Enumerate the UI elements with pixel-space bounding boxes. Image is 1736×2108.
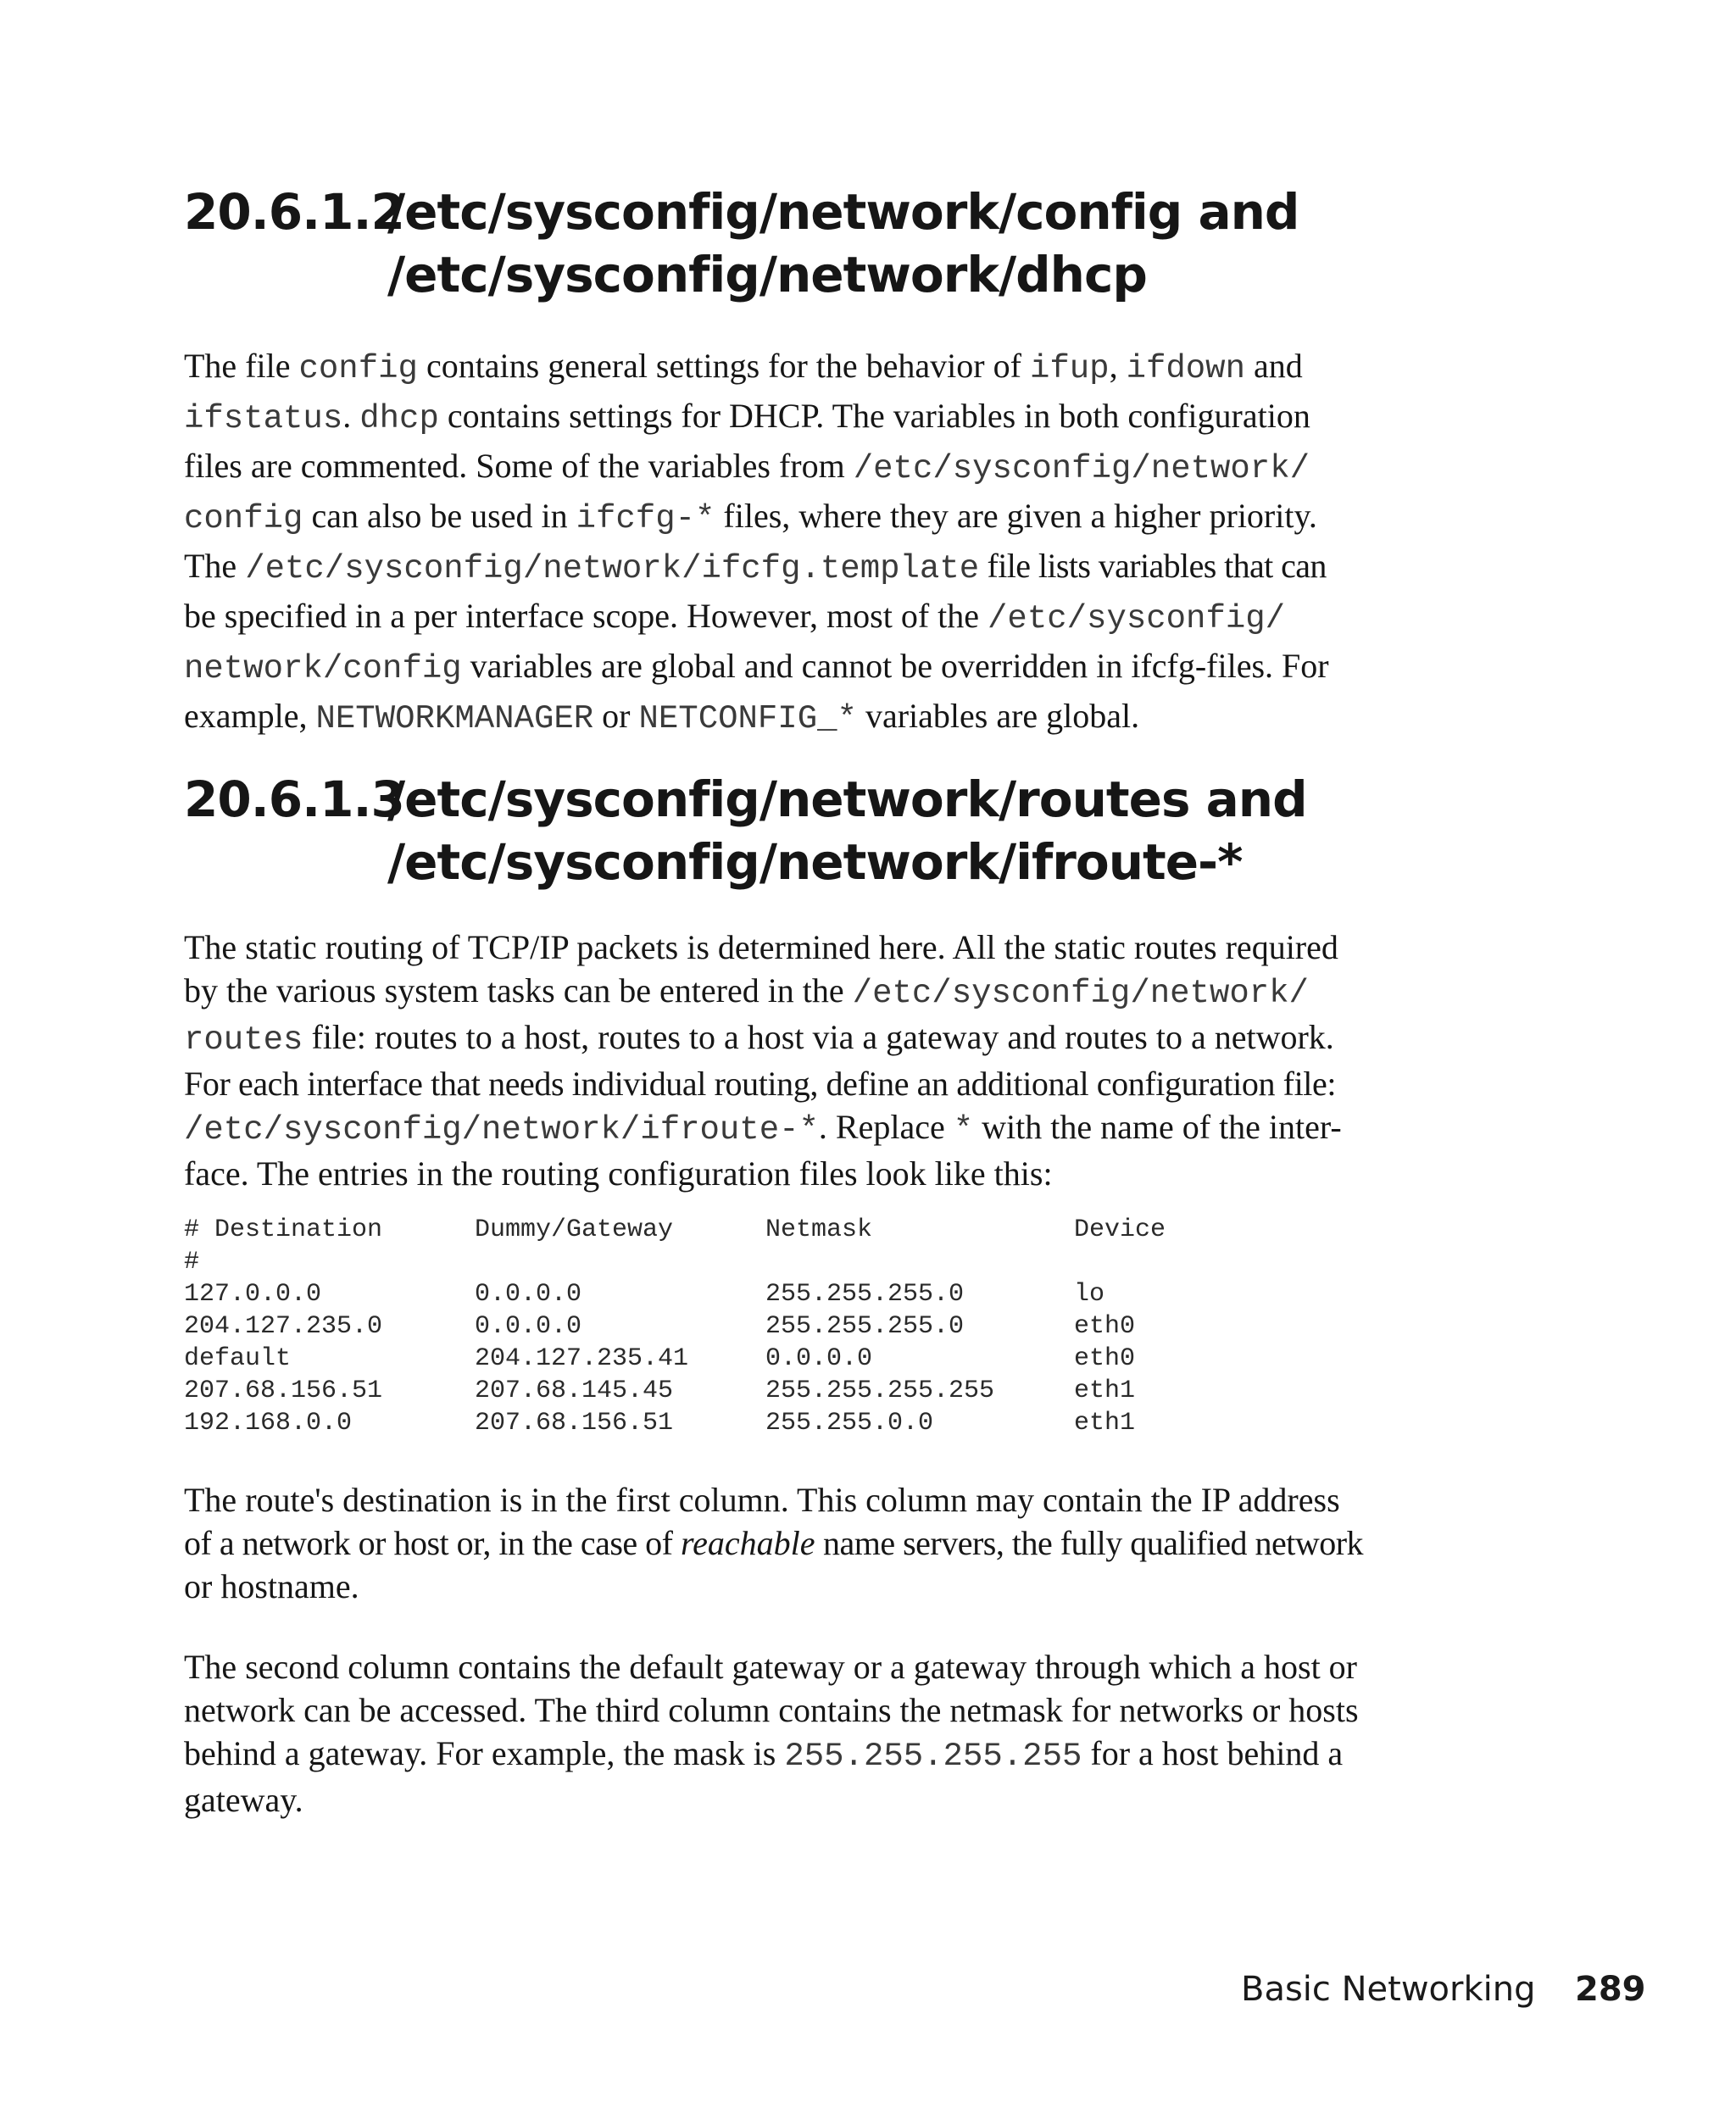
paragraph-line <box>184 1062 1422 1105</box>
inline-code: dhcp <box>359 400 439 437</box>
text: The route's destination is in the first column. This column may contain the IP address <box>184 1481 1340 1519</box>
text: The static routing of TCP/IP packets is determined here. All the static routes required <box>184 928 1338 966</box>
inline-code: /etc/sysconfig/ <box>988 600 1286 637</box>
paragraph-line <box>184 442 1422 492</box>
device-cell: eth1 <box>1074 1377 1136 1405</box>
section-1-paragraph <box>184 342 1422 743</box>
text: and <box>1245 347 1303 385</box>
paragraph-line <box>184 542 1422 592</box>
inline-code: /etc/sysconfig/network/ <box>853 450 1310 487</box>
text: gateway. <box>184 1781 303 1819</box>
text: face. The entries in the routing configuration files look like this: <box>184 1154 1053 1193</box>
text: file lists variables that can <box>979 547 1327 585</box>
section-title-line-1: /etc/sysconfig/network/config and <box>387 183 1299 241</box>
inline-code: NETWORKMANAGER <box>315 700 594 737</box>
paragraph-line <box>184 642 1422 692</box>
text: contains general settings for the behavior of <box>417 347 1030 385</box>
netmask-cell: 255.255.255.255 <box>765 1377 995 1405</box>
inline-code: 255.255.255.255 <box>784 1738 1082 1775</box>
paragraph-line <box>184 1778 1422 1822</box>
text: with the name of the inter- <box>973 1108 1342 1146</box>
text: name servers, the fully qualified network <box>815 1524 1364 1562</box>
inline-code: config <box>184 500 303 537</box>
text: The file <box>184 347 299 385</box>
inline-code: ifcfg-* <box>576 500 715 537</box>
destination-cell: 127.0.0.0 <box>184 1280 322 1309</box>
section-number: 20.6.1.3 <box>184 770 404 828</box>
text: file: routes to a host, routes to a host via a gateway and routes to a network. <box>303 1018 1334 1056</box>
inline-code: NETCONFIG_* <box>638 700 857 737</box>
paragraph-line <box>184 1478 1422 1521</box>
device-cell: eth0 <box>1074 1312 1136 1341</box>
netmask-cell: 255.255.255.0 <box>765 1280 965 1309</box>
gateway-paragraph <box>184 1645 1422 1822</box>
gateway-cell: 0.0.0.0 <box>475 1312 582 1341</box>
text: or <box>593 697 639 735</box>
paragraph-line <box>184 1565 1422 1608</box>
paragraph-line <box>184 592 1422 642</box>
paragraph-line <box>184 1688 1422 1732</box>
paragraph-line <box>184 692 1422 743</box>
text: The second column contains the default gateway or a gateway through which a host or <box>184 1648 1358 1686</box>
text: or hostname. <box>184 1567 359 1605</box>
header-device: Device <box>1074 1215 1166 1244</box>
inline-code: ifup <box>1029 350 1110 387</box>
text: be specified in a per interface scope. However, most of the <box>184 597 988 635</box>
text: of a network or host or, in the case of <box>184 1524 681 1562</box>
emphasized-text: reachable <box>681 1524 815 1562</box>
text: example, <box>184 697 316 735</box>
gateway-cell: 207.68.145.45 <box>475 1377 674 1405</box>
destination-cell: default <box>184 1344 292 1373</box>
text: For each interface that needs individual routing, define an additional configuration file: <box>184 1065 1337 1103</box>
paragraph-line <box>184 1015 1422 1062</box>
netmask-cell: 255.255.255.0 <box>765 1312 965 1341</box>
paragraph-line <box>184 1521 1422 1565</box>
section-number: 20.6.1.2 <box>184 183 404 241</box>
text: files are commented. Some of the variables from <box>184 447 854 485</box>
paragraph-line <box>184 342 1422 392</box>
inline-code: /etc/sysconfig/network/ <box>852 975 1309 1012</box>
text: files, where they are given a higher priority. <box>715 497 1317 535</box>
page-number: 289 <box>1575 1970 1646 2009</box>
text: The <box>184 547 246 585</box>
paragraph-line <box>184 969 1422 1015</box>
destination-cell: 207.68.156.51 <box>184 1377 383 1405</box>
text: can also be used in <box>303 497 576 535</box>
inline-code: * <box>953 1111 974 1149</box>
section-title-line-2: /etc/sysconfig/network/dhcp <box>387 246 1147 303</box>
inline-code: /etc/sysconfig/network/ifroute-* <box>184 1111 819 1149</box>
text: by the various system tasks can be entered in the <box>184 971 853 1010</box>
gateway-cell: 0.0.0.0 <box>475 1280 582 1309</box>
inline-code: ifdown <box>1126 350 1245 387</box>
paragraph-line <box>184 492 1422 542</box>
text: for a host behind a <box>1082 1734 1344 1772</box>
paragraph-line <box>184 1645 1422 1688</box>
text: , <box>1109 347 1127 385</box>
inline-code: config <box>298 350 418 387</box>
text: variables are global. <box>856 697 1140 735</box>
paragraph-line <box>184 926 1422 969</box>
header-netmask: Netmask <box>765 1215 873 1244</box>
paragraph-line <box>184 1152 1422 1195</box>
device-cell: eth1 <box>1074 1409 1136 1438</box>
comment-marker: # <box>184 1248 200 1276</box>
inline-code: ifstatus <box>184 400 343 437</box>
section-title-line-1: /etc/sysconfig/network/routes and <box>387 770 1307 828</box>
section-title-line-2: /etc/sysconfig/network/ifroute-* <box>387 833 1243 891</box>
text: behind a gateway. For example, the mask is <box>184 1734 785 1772</box>
inline-code: /etc/sysconfig/network/ifcfg.template <box>245 550 980 587</box>
text: contains settings for DHCP. The variables in both configuration <box>438 397 1310 435</box>
gateway-cell: 204.127.235.41 <box>475 1344 689 1373</box>
gateway-cell: 207.68.156.51 <box>475 1409 674 1438</box>
section-2-paragraph <box>184 926 1422 1195</box>
destination-paragraph <box>184 1478 1422 1608</box>
header-gateway: Dummy/Gateway <box>475 1215 674 1244</box>
text: network can be accessed. The third column contains the netmask for networks or hosts <box>184 1691 1359 1729</box>
paragraph-line <box>184 1105 1422 1152</box>
text: . Replace <box>818 1108 954 1146</box>
device-cell: lo <box>1074 1280 1105 1309</box>
inline-code: network/config <box>184 650 462 687</box>
destination-cell: 204.127.235.0 <box>184 1312 383 1341</box>
destination-cell: 192.168.0.0 <box>184 1409 353 1438</box>
footer-section-title: Basic Networking <box>1241 1970 1536 2009</box>
netmask-cell: 0.0.0.0 <box>765 1344 873 1373</box>
paragraph-line <box>184 1732 1422 1778</box>
device-cell: eth0 <box>1074 1344 1136 1373</box>
header-destination: # Destination <box>184 1215 383 1244</box>
inline-code: routes <box>184 1021 303 1059</box>
netmask-cell: 255.255.0.0 <box>765 1409 934 1438</box>
text: . <box>342 397 360 435</box>
paragraph-line <box>184 392 1422 442</box>
text: variables are global and cannot be overridden in ifcfg-files. For <box>461 647 1329 685</box>
